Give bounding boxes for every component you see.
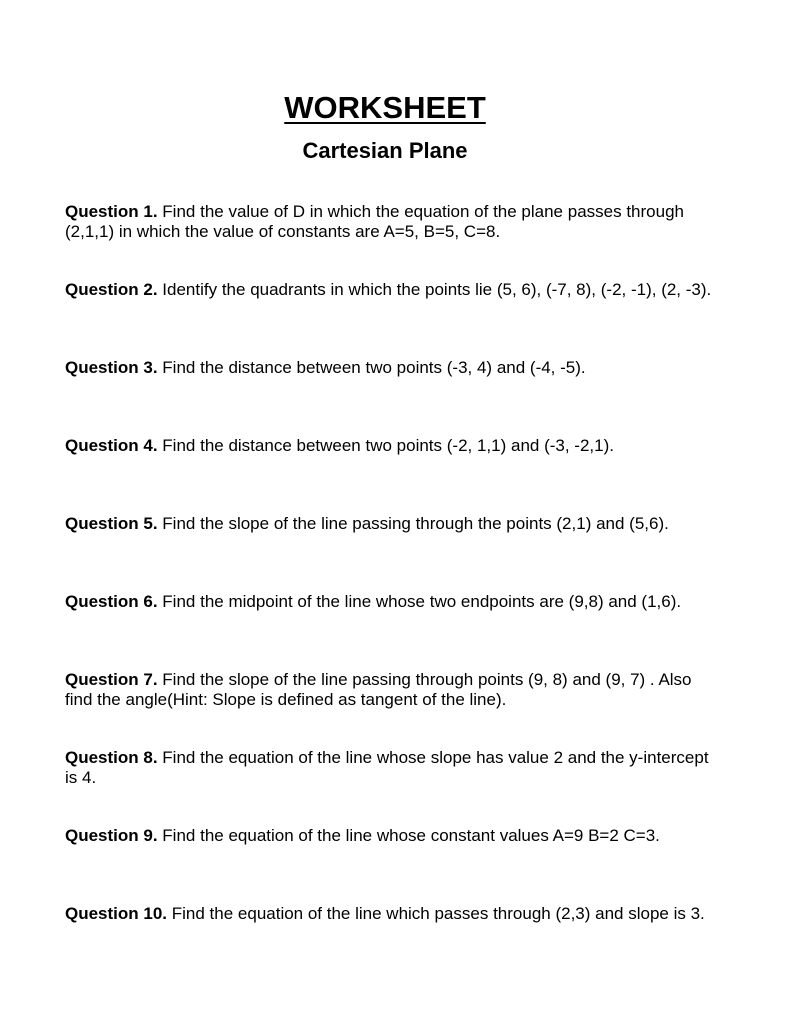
question-label: Question 2. <box>65 280 158 299</box>
question-4 <box>65 436 715 514</box>
question-label: Question 1. <box>65 202 158 221</box>
question-7 <box>65 670 715 748</box>
question-1 <box>65 202 715 280</box>
question-label: Question 6. <box>65 592 158 611</box>
question-label: Question 8. <box>65 748 158 767</box>
question-8 <box>65 748 715 826</box>
question-6 <box>65 592 715 670</box>
question-text: Find the slope of the line passing through the points (2,1) and (5,6). <box>157 514 669 533</box>
question-label: Question 3. <box>65 358 158 377</box>
worksheet-subtitle: Cartesian Plane <box>302 138 468 163</box>
question-label: Question 7. <box>65 670 158 689</box>
question-text: Find the equation of the line whose slope has value 2 and the y-intercept is 4. <box>65 748 709 787</box>
question-text: Find the slope of the line passing through points (9, 8) and (9, 7) . Also find the angle(Hint: Slope is defined as tangent of the line). <box>65 670 692 709</box>
worksheet-title: WORKSHEET <box>284 90 486 125</box>
question-text: Find the distance between two points (-2, 1,1) and (-3, -2,1). <box>157 436 614 455</box>
question-text: Find the midpoint of the line whose two endpoints are (9,8) and (1,6). <box>157 592 682 611</box>
question-5 <box>65 514 715 592</box>
question-label: Question 5. <box>65 514 158 533</box>
question-text: Identify the quadrants in which the points lie (5, 6), (-7, 8), (-2, -1), (2, -3). <box>157 280 712 299</box>
question-label: Question 9. <box>65 826 158 845</box>
question-text: Find the equation of the line whose constant values A=9 B=2 C=3. <box>157 826 660 845</box>
question-label: Question 10. <box>65 904 168 923</box>
question-text: Find the equation of the line which passes through (2,3) and slope is 3. <box>167 904 705 923</box>
question-list <box>65 202 715 982</box>
question-label: Question 4. <box>65 436 158 455</box>
question-9 <box>65 826 715 904</box>
question-2 <box>65 280 715 358</box>
question-3 <box>65 358 715 436</box>
question-10 <box>65 904 715 982</box>
question-text: Find the distance between two points (-3, 4) and (-4, -5). <box>157 358 586 377</box>
question-text: Find the value of D in which the equation of the plane passes through (2,1,1) in which the value of constants are A=5, B=5, C=8. <box>65 202 684 241</box>
